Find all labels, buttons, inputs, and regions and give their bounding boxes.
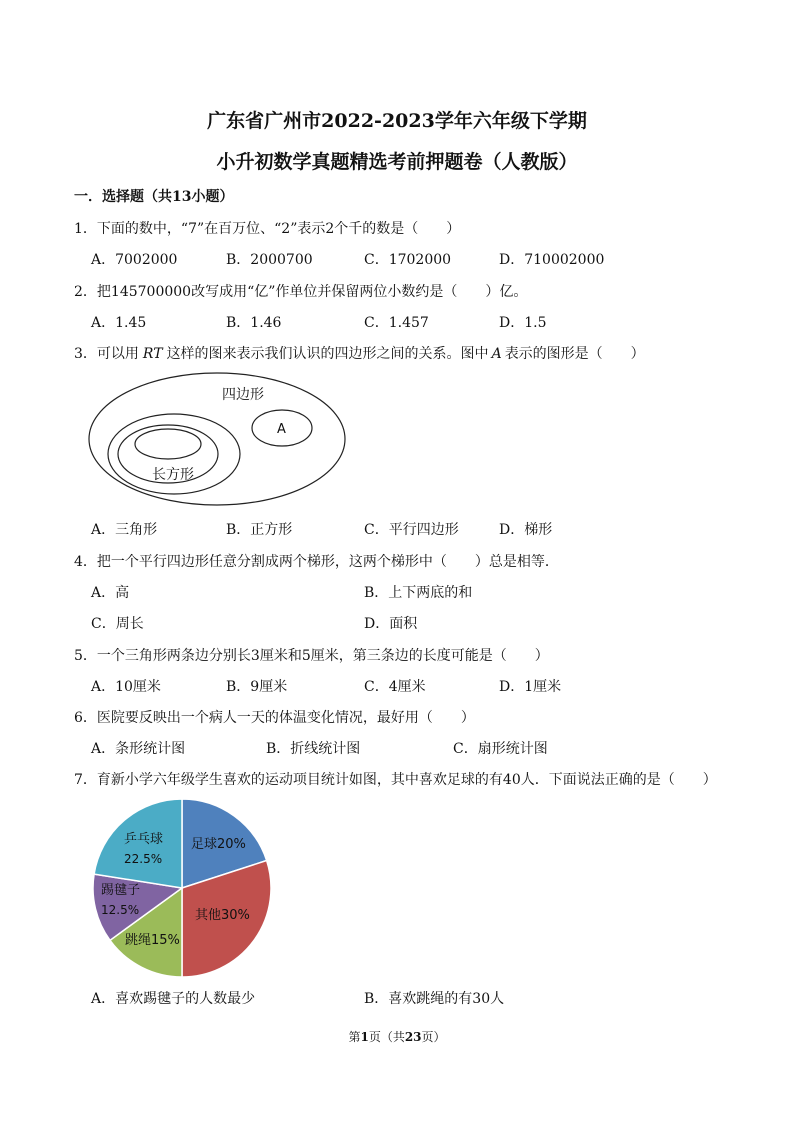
q3-stem-a-var: A	[491, 346, 502, 362]
q5-option-a: A．10厘米	[91, 679, 161, 695]
q2-option-b: B．1.46	[226, 315, 282, 331]
q7-stem: 7．育新小学六年级学生喜欢的运动项目统计如图，其中喜欢足球的有40人．下面说法正确的是（ ）	[74, 772, 717, 788]
q1-option-a: A．7002000	[91, 252, 178, 268]
pie-label-pingpong-pct: 22.5%	[124, 852, 163, 866]
pie-label-shuttlecock-pct: 12.5%	[101, 903, 140, 917]
q1-option-b: B．2000700	[226, 252, 313, 268]
footer-mid: 页（共	[368, 1030, 405, 1044]
pie-label-other: 其他30%	[195, 908, 250, 923]
q3-option-d: D．梯形	[499, 522, 553, 538]
pie-label-pingpong: 乒乓球	[124, 832, 164, 847]
q6-option-b: B．折线统计图	[266, 741, 361, 757]
pie-label-shuttlecock: 踢毽子	[101, 883, 141, 898]
page-footer	[0, 1028, 794, 1045]
q7-option-a: A．喜欢踢毽子的人数最少	[91, 991, 256, 1007]
q5-option-b: B．9厘米	[226, 679, 288, 695]
quadrilateral-venn-diagram	[84, 368, 356, 512]
footer-post: 页）	[421, 1030, 446, 1044]
footer-page-total: 23	[404, 1030, 422, 1044]
pie-label-rope: 跳绳15%	[125, 933, 180, 948]
q1-stem: 1．下面的数中，“7”在百万位、“2”表示2个千的数是（ ）	[74, 221, 461, 237]
q2-option-d: D．1.5	[499, 315, 547, 331]
q5-option-d: D．1厘米	[499, 679, 562, 695]
q6-option-a: A．条形统计图	[91, 741, 186, 757]
q3-stem-part2: 这样的图来表示我们认识的四边形之间的关系。图中	[166, 346, 489, 362]
q4-option-b: B．上下两底的和	[364, 585, 473, 601]
q7-option-b: B．喜欢跳绳的有30人	[364, 991, 505, 1007]
venn-inner-label: 长方形	[152, 467, 194, 483]
footer-page-number: 1	[360, 1030, 369, 1044]
q1-option-d: D．710002000	[499, 252, 605, 268]
q3-option-c: C．平行四边形	[364, 522, 459, 538]
venn-inner-ellipse	[135, 429, 201, 459]
pie-label-football: 足球20%	[191, 837, 246, 852]
venn-outer-label: 四边形	[222, 387, 264, 403]
q4-option-d: D．面积	[364, 616, 418, 632]
footer-pre: 第	[348, 1030, 361, 1044]
q4-option-c: C．周长	[91, 616, 144, 632]
q3-stem	[74, 343, 645, 363]
q6-option-c: C．扇形统计图	[453, 741, 548, 757]
section-heading: 一．选择题（共13小题）	[74, 189, 234, 205]
doc-title-line1: 广东省广州市2022-2023学年六年级下学期	[207, 110, 587, 132]
venn-a-label: A	[277, 422, 286, 437]
sports-pie-chart	[84, 790, 284, 990]
q6-stem: 6．医院要反映出一个病人一天的体温变化情况，最好用（ ）	[74, 710, 475, 726]
q3-stem-part1: 3．可以用	[74, 346, 139, 362]
q1-option-c: C．1702000	[364, 252, 452, 268]
q3-option-b: B．正方形	[226, 522, 293, 538]
q3-stem-rt: RT	[142, 346, 163, 362]
q2-option-c: C．1.457	[364, 315, 429, 331]
q5-stem: 5．一个三角形两条边分别长3厘米和5厘米，第三条边的长度可能是（ ）	[74, 648, 549, 664]
q4-option-a: A．高	[91, 585, 130, 601]
q3-option-a: A．三角形	[91, 522, 158, 538]
q2-stem: 2．把145700000改写成用“亿”作单位并保留两位小数约是（ ）亿。	[74, 284, 528, 300]
doc-title-line2: 小升初数学真题精选考前押题卷（人教版）	[216, 151, 578, 173]
q4-stem: 4．把一个平行四边形任意分割成两个梯形，这两个梯形中（ ）总是相等．	[74, 554, 559, 570]
q3-stem-part3: 表示的图形是（ ）	[504, 346, 645, 362]
q5-option-c: C．4厘米	[364, 679, 426, 695]
q2-option-a: A．1.45	[91, 315, 147, 331]
